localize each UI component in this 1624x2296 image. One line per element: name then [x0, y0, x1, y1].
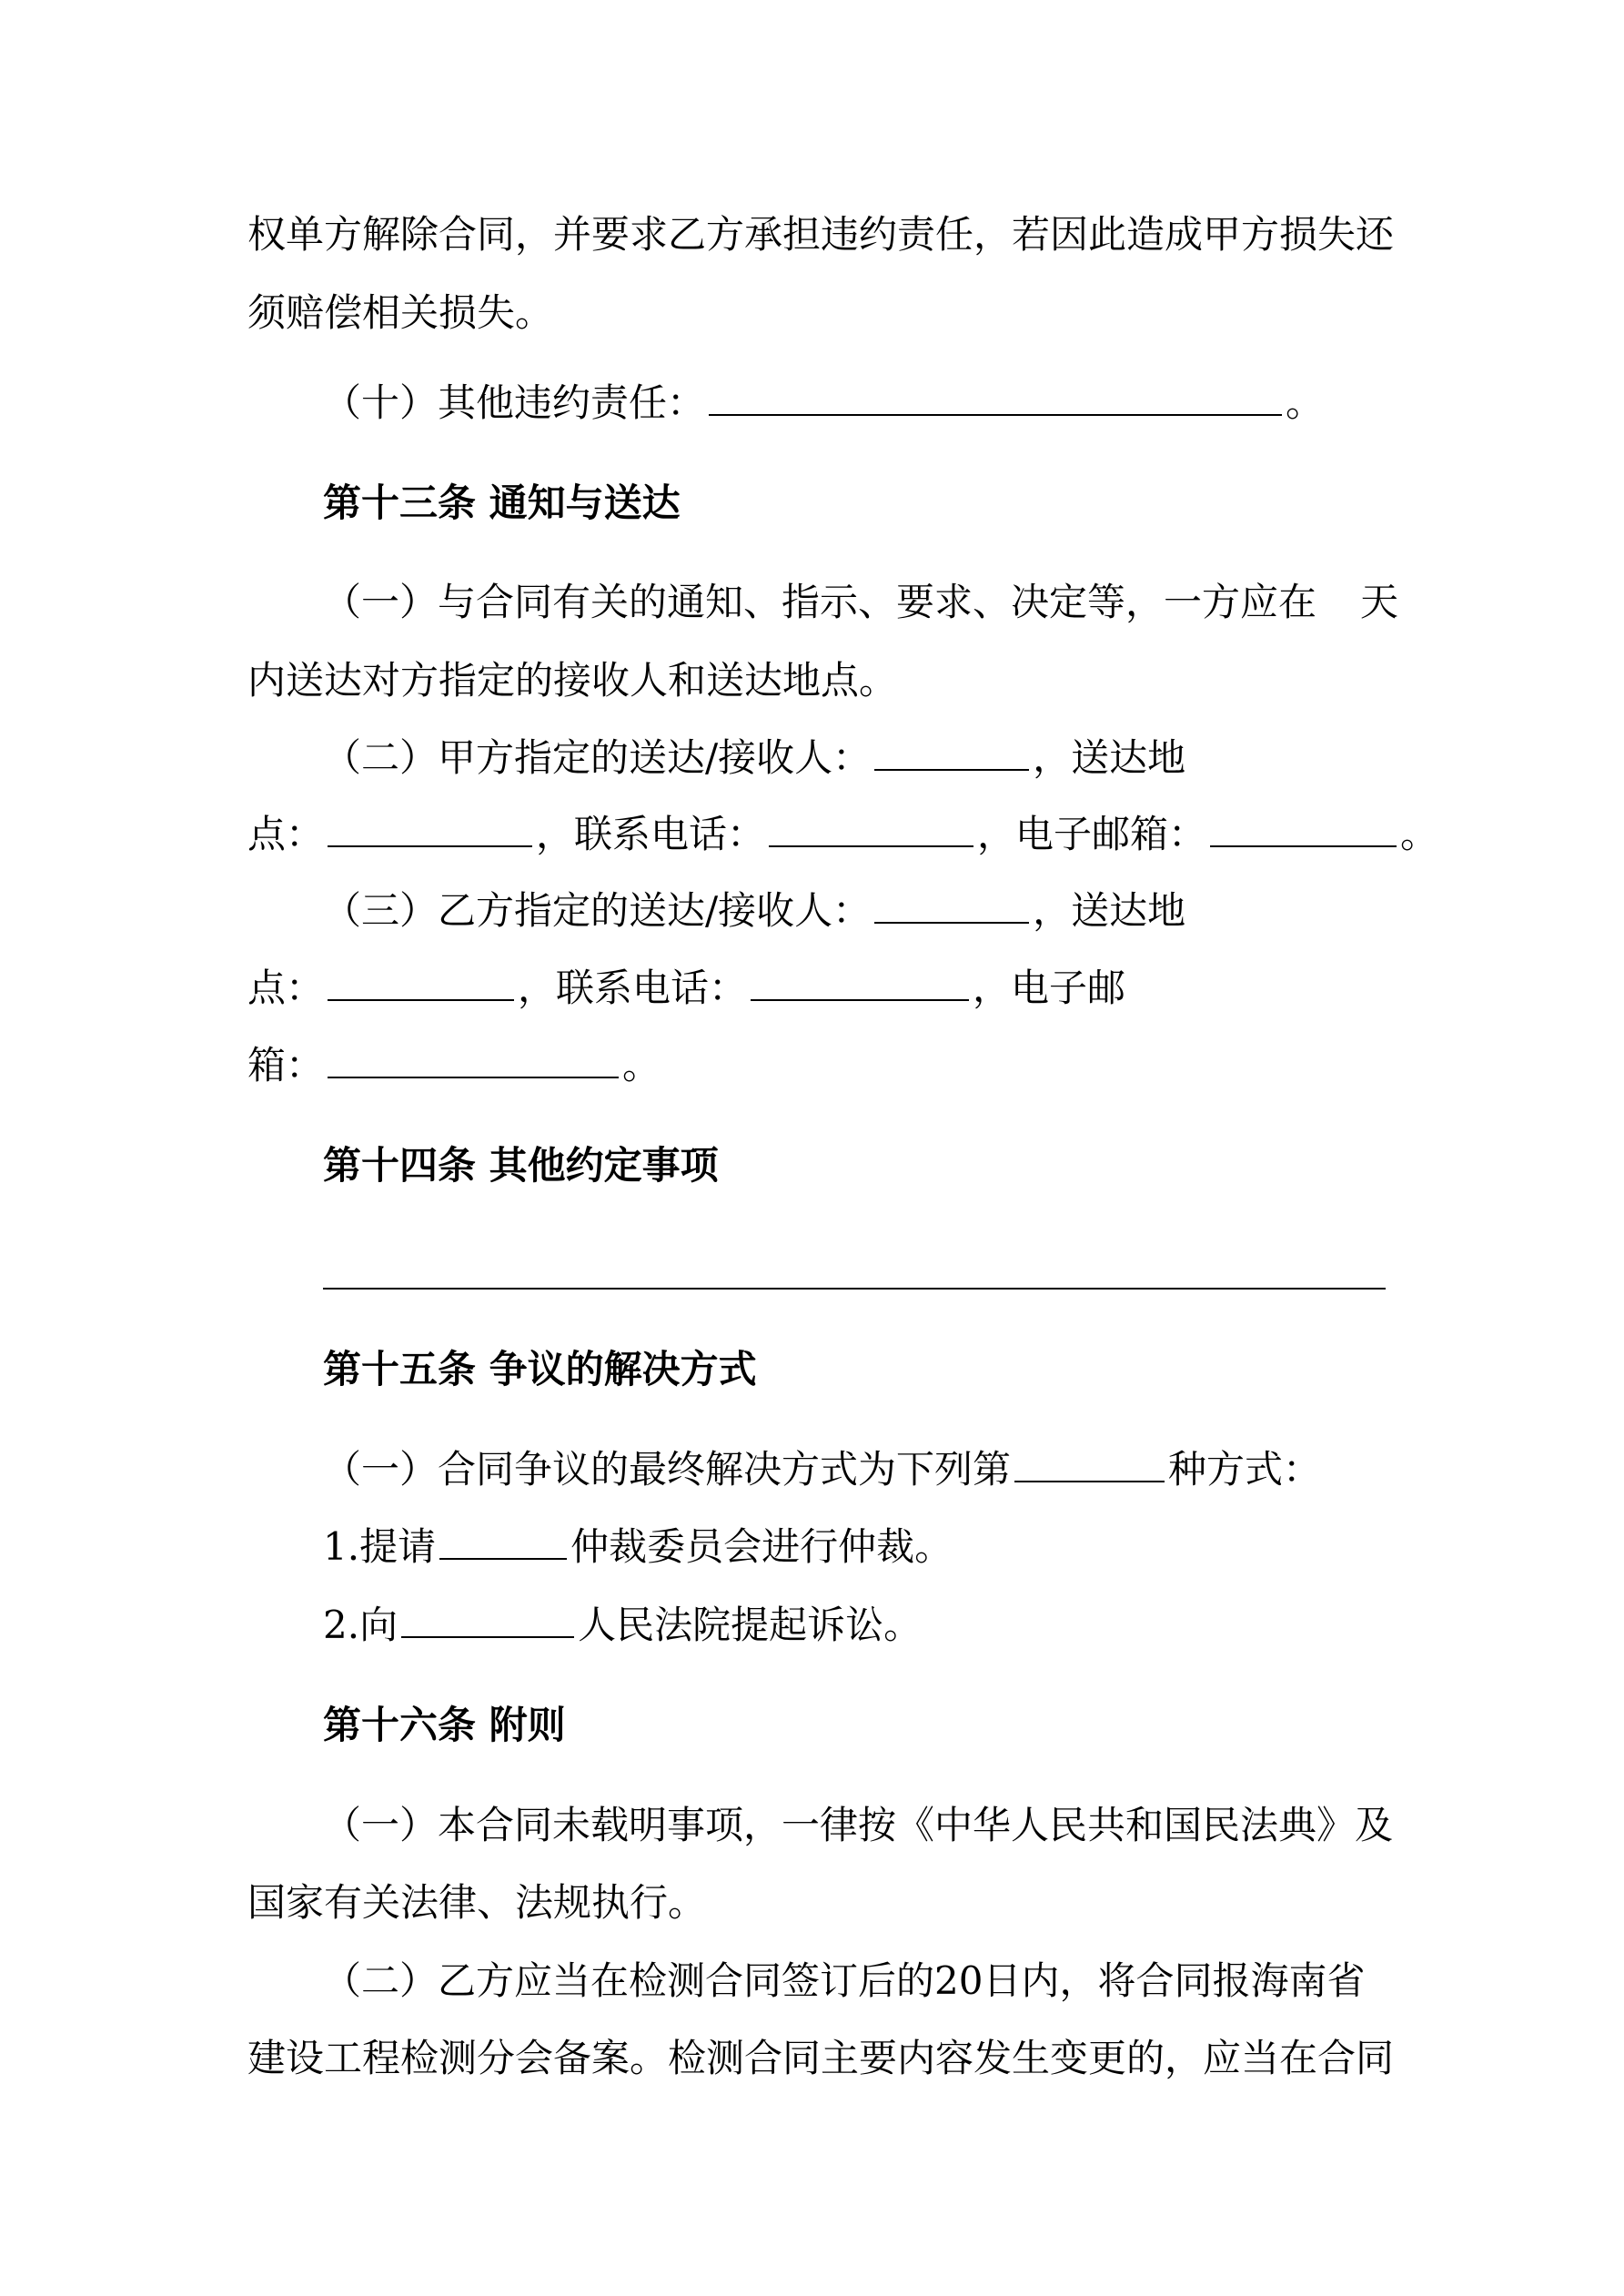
email-label: 箱：: [247, 1043, 325, 1087]
section-heading-13: 第十三条 通知与送达: [323, 480, 681, 525]
paragraph-line: 权单方解除合同，并要求乙方承担违约责任，若因此造成甲方损失还: [247, 212, 1395, 257]
punctuation: 。: [1400, 812, 1439, 856]
clause-party-a-receiver: [323, 733, 1185, 784]
email-label: ，电子邮箱：: [977, 812, 1207, 856]
punctuation: 。: [622, 1043, 661, 1087]
fill-blank: [328, 809, 532, 847]
clause-label: （二）甲方指定的送达/接收人：: [323, 735, 872, 780]
clause-label: （一）合同争议的最终解决方式为下列第: [323, 1447, 1012, 1492]
phone-label: ，联系电话：: [518, 966, 748, 1010]
punctuation: 。: [1286, 380, 1325, 425]
fill-blank: [1210, 809, 1397, 847]
paragraph-line: （一）本合同未载明事项，一律按《中华人民共和国民法典》及: [323, 1803, 1394, 1847]
option-text: 人民法院提起诉讼。: [578, 1603, 923, 1647]
option-label: 1.提请: [323, 1524, 437, 1569]
section-heading-15: 第十五条 争议的解决方式: [323, 1347, 757, 1391]
clause-text-end: 天: [1359, 580, 1398, 624]
address-label: 点：: [247, 812, 325, 856]
option-label: 2.向: [323, 1603, 398, 1647]
fill-rule-line: [323, 1288, 1386, 1290]
fill-blank: [751, 963, 969, 1001]
fill-blank: [769, 809, 973, 847]
clause-label: （十）其他违约责任：: [323, 380, 706, 425]
fill-blank: [328, 963, 514, 1001]
party-a-contact-line: [247, 809, 1438, 860]
phone-label: ，联系电话：: [536, 812, 766, 856]
party-b-email-line: [247, 1040, 661, 1091]
paragraph-line: 建设工程检测分会备案。检测合同主要内容发生变更的，应当在合同: [247, 2036, 1395, 2080]
fill-blank: [874, 733, 1029, 771]
option-text: 仲裁委员会进行仲裁。: [570, 1524, 953, 1569]
fill-blank: [439, 1522, 567, 1560]
clause-text: （一）与合同有关的通知、指示、要求、决定等，一方应在: [323, 580, 1317, 624]
option-arbitration: [323, 1522, 953, 1573]
clause-text: ，送达地: [1033, 888, 1186, 933]
clause-text: ，送达地: [1033, 735, 1186, 780]
fill-blank: [709, 378, 1282, 416]
clause-other-liability: [323, 378, 1324, 429]
section-heading-16: 第十六条 附则: [323, 1703, 566, 1747]
clause-label: （三）乙方指定的送达/接收人：: [323, 888, 872, 933]
paragraph-line: 内送达对方指定的接收人和送达地点。: [247, 658, 898, 703]
option-litigation: [323, 1600, 922, 1651]
paragraph-line: 须赔偿相关损失。: [247, 290, 554, 335]
clause-party-b-receiver: [323, 885, 1185, 936]
section-heading-14: 第十四条 其他约定事项: [323, 1143, 719, 1188]
fill-blank: [1014, 1444, 1165, 1482]
clause-text: 种方式：: [1168, 1447, 1322, 1492]
clause-notice-1: [323, 577, 1398, 628]
clause-dispute-method: [323, 1444, 1321, 1495]
email-label: ，电子邮: [973, 966, 1126, 1010]
address-label: 点：: [247, 966, 325, 1010]
fill-blank: [874, 885, 1029, 924]
paragraph-line: 国家有关法律、法规执行。: [247, 1880, 707, 1925]
paragraph-line: （二）乙方应当在检测合同签订后的20日内，将合同报海南省: [323, 1958, 1366, 2003]
party-b-contact-line: [247, 963, 1125, 1014]
fill-blank: [328, 1040, 619, 1078]
fill-blank: [401, 1600, 574, 1638]
